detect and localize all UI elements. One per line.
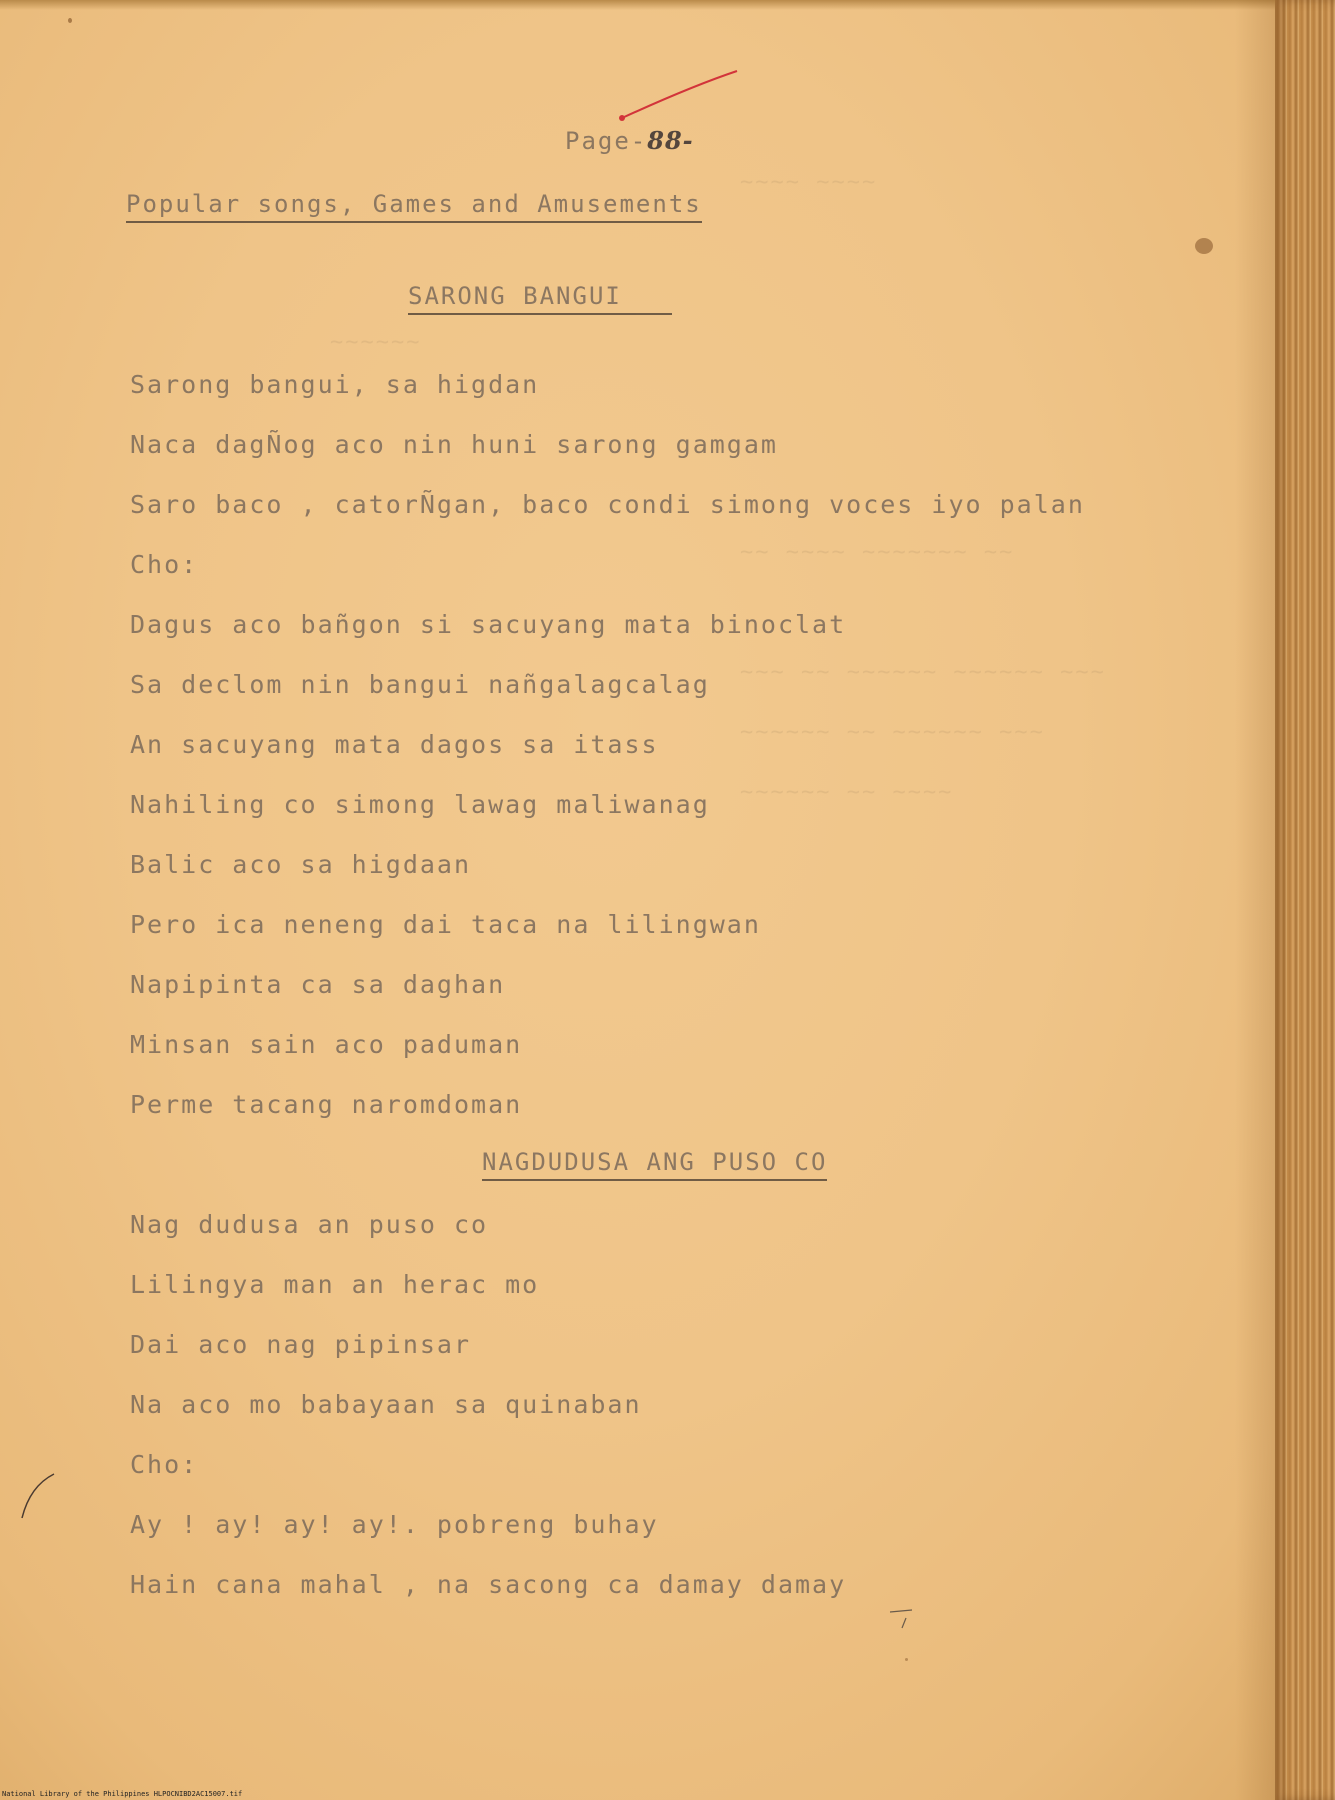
lyric-line: Nahiling co simong lawag maliwanag bbox=[130, 790, 710, 819]
red-pencil-mark bbox=[612, 68, 742, 128]
lyric-line: Sa declom nin bangui nañgalagcalag bbox=[130, 670, 710, 699]
bleed-through-text: ~~ ~~~~ ~~~~~~~ ~~ bbox=[740, 540, 1015, 565]
ink-dot bbox=[905, 1658, 908, 1661]
margin-tick-mark bbox=[888, 1604, 918, 1634]
song-lyrics bbox=[130, 370, 1085, 1150]
song-lyrics bbox=[130, 1210, 846, 1630]
lyric-line: Naca dagÑog aco nin huni sarong gamgam bbox=[130, 430, 778, 459]
book-binding-edge bbox=[1275, 0, 1335, 1800]
ink-dot bbox=[68, 18, 72, 23]
lyric-line: Sarong bangui, sa higdan bbox=[130, 370, 540, 399]
lyric-line: Minsan sain aco paduman bbox=[130, 1030, 523, 1059]
page-number-value: 88- bbox=[647, 126, 694, 155]
bleed-through-text: ~~~ ~~ ~~~~~~ ~~~~~~ ~~~ bbox=[740, 660, 1106, 685]
lyric-line: Nag dudusa an puso co bbox=[130, 1210, 489, 1239]
lyric-line: Na aco mo babayaan sa quinaban bbox=[130, 1390, 642, 1419]
lyric-line: Dai aco nag pipinsar bbox=[130, 1330, 472, 1359]
lyric-line: An sacuyang mata dagos sa itass bbox=[130, 730, 659, 759]
scan-footer: National Library of the Philippines HLPOCNIBD2AC15007.tif bbox=[2, 1790, 243, 1798]
margin-pencil-mark bbox=[18, 1472, 58, 1522]
page-number-prefix: Page- bbox=[565, 127, 648, 155]
song-title: NAGDUDUSA ANG PUSO CO bbox=[482, 1148, 827, 1181]
lyric-line: Hain cana mahal , na sacong ca damay damay bbox=[130, 1570, 847, 1599]
lyric-line: Perme tacang naromdoman bbox=[130, 1090, 523, 1119]
lyric-line: Balic aco sa higdaan bbox=[130, 850, 472, 879]
lyric-line: Pero ica neneng dai taca na lilingwan bbox=[130, 910, 761, 939]
lyric-line: Napipinta ca sa daghan bbox=[130, 970, 506, 999]
page-number bbox=[565, 126, 694, 155]
lyric-line: Ay ! ay! ay! ay!. pobreng buhay bbox=[130, 1510, 659, 1539]
bleed-through-text: ~~~~~~ ~~ ~~~~~~ ~~~ bbox=[740, 720, 1045, 745]
bleed-through-text: ~~~~~~ bbox=[330, 330, 422, 355]
lyric-line: Saro baco , catorÑgan, baco condi simong voces iyo palan bbox=[130, 490, 1085, 519]
lyric-line: Lilingya man an herac mo bbox=[130, 1270, 540, 1299]
ink-stain bbox=[1195, 238, 1213, 254]
bleed-through-text: ~~~~~~ ~~ ~~~~ bbox=[740, 780, 954, 805]
page-binding-shadow bbox=[1235, 0, 1275, 1800]
page-top-edge bbox=[0, 0, 1335, 10]
lyric-line: Dagus aco bañgon si sacuyang mata binoclat bbox=[130, 610, 847, 639]
lyric-line: Cho: bbox=[130, 1450, 199, 1479]
page-heading: Popular songs, Games and Amusements bbox=[126, 190, 702, 223]
song-title: SARONG BANGUI bbox=[408, 282, 672, 315]
bleed-through-text: ~~~~ ~~~~ bbox=[740, 170, 878, 195]
lyric-line: Cho: bbox=[130, 550, 199, 579]
